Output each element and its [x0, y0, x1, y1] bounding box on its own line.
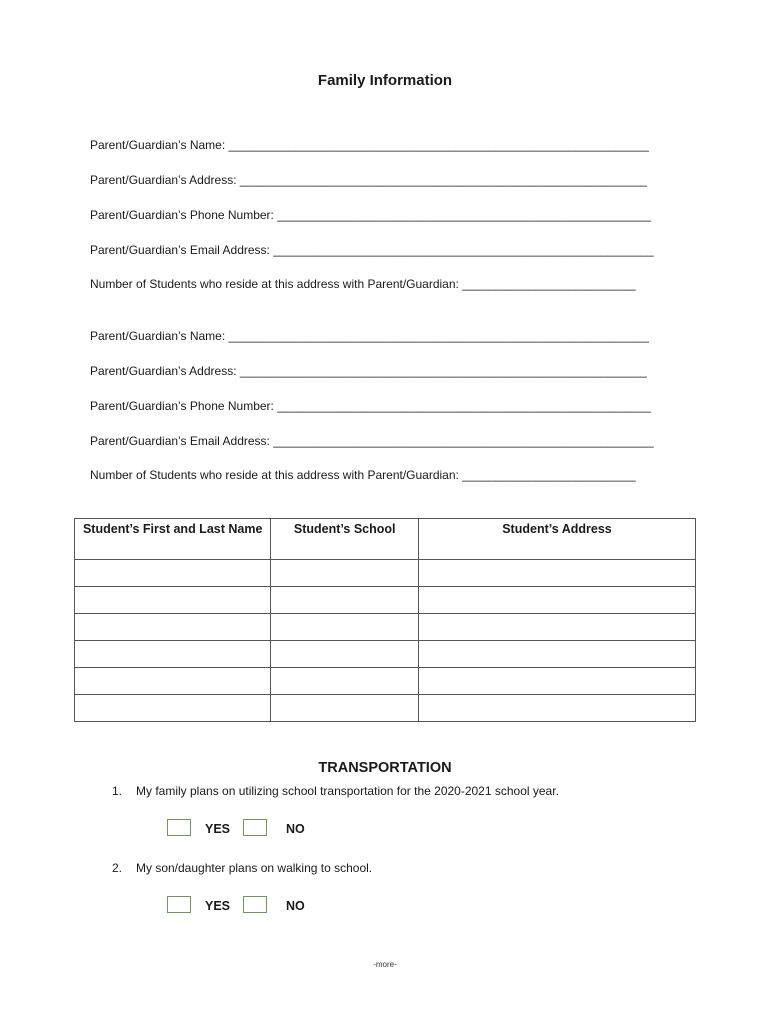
cell-address[interactable]: [418, 587, 695, 614]
table-row: [75, 587, 696, 614]
cell-address[interactable]: [418, 641, 695, 668]
guardian1-address-label: Parent/Guardian’s Address:: [90, 173, 237, 187]
footer-more: -more-: [373, 960, 397, 969]
cell-name[interactable]: [75, 587, 271, 614]
table-row: [75, 641, 696, 668]
table-header-row: [75, 519, 696, 560]
guardian1-name-field[interactable]: _______________________________________________________________: [228, 138, 649, 152]
guardian2-email-label: Parent/Guardian’s Email Address:: [90, 434, 270, 448]
students-table: [74, 518, 696, 722]
table-row: [75, 695, 696, 722]
q1-no-checkbox[interactable]: [243, 819, 267, 836]
guardian2-email-line[interactable]: [90, 434, 654, 448]
question-1-text: My family plans on utilizing school transportation for the 2020-2021 school year.: [136, 784, 559, 798]
guardian2-students-label: Number of Students who reside at this address with Parent/Guardian:: [90, 468, 459, 482]
page-title: Family Information: [317, 72, 453, 89]
cell-name[interactable]: [75, 641, 271, 668]
table-row: [75, 668, 696, 695]
cell-school[interactable]: [271, 614, 419, 641]
guardian1-address-field[interactable]: _____________________________________________________________: [239, 173, 647, 187]
guardian2-students-field[interactable]: __________________________: [462, 468, 636, 482]
q2-yes-label: YES: [205, 899, 231, 913]
guardian1-email-field[interactable]: _________________________________________________________: [273, 243, 654, 257]
guardian2-phone-field[interactable]: ________________________________________________________: [277, 399, 651, 413]
cell-name[interactable]: [75, 695, 271, 722]
cell-address[interactable]: [418, 614, 695, 641]
guardian1-students-label: Number of Students who reside at this address with Parent/Guardian:: [90, 277, 459, 291]
header-student-school: Student’s School: [271, 519, 419, 560]
table-row: [75, 614, 696, 641]
guardian2-email-field[interactable]: _________________________________________________________: [273, 434, 654, 448]
guardian1-students-field[interactable]: __________________________: [462, 277, 636, 291]
cell-address[interactable]: [418, 668, 695, 695]
cell-address[interactable]: [418, 695, 695, 722]
cell-address[interactable]: [418, 560, 695, 587]
header-student-name: Student’s First and Last Name: [75, 519, 271, 560]
cell-school[interactable]: [271, 587, 419, 614]
guardian1-phone-field[interactable]: ________________________________________________________: [277, 208, 651, 222]
guardian2-students-line[interactable]: [90, 468, 636, 482]
cell-school[interactable]: [271, 668, 419, 695]
guardian2-phone-line[interactable]: [90, 399, 651, 413]
q1-yes-label: YES: [205, 822, 231, 836]
guardian1-students-line[interactable]: [90, 277, 636, 291]
guardian2-address-line[interactable]: [90, 364, 647, 378]
q1-yes-checkbox[interactable]: [167, 819, 191, 836]
table-row: [75, 560, 696, 587]
header-student-address: Student’s Address: [418, 519, 695, 560]
transportation-title: TRANSPORTATION: [318, 760, 452, 776]
cell-school[interactable]: [271, 641, 419, 668]
question-1: [112, 784, 559, 798]
guardian1-phone-line[interactable]: [90, 208, 651, 222]
question-1-number: 1.: [112, 784, 123, 798]
question-2: [112, 861, 372, 875]
cell-school[interactable]: [271, 560, 419, 587]
question-2-text: My son/daughter plans on walking to school.: [136, 861, 373, 875]
guardian2-name-line[interactable]: [90, 329, 649, 343]
guardian1-email-line[interactable]: [90, 243, 654, 257]
q2-no-label: NO: [286, 899, 305, 913]
guardian2-address-field[interactable]: _____________________________________________________________: [239, 364, 647, 378]
q2-no-checkbox[interactable]: [243, 896, 267, 913]
q2-yes-checkbox[interactable]: [167, 896, 191, 913]
guardian2-phone-label: Parent/Guardian’s Phone Number:: [90, 399, 274, 413]
guardian1-email-label: Parent/Guardian’s Email Address:: [90, 243, 270, 257]
cell-name[interactable]: [75, 614, 271, 641]
guardian2-address-label: Parent/Guardian’s Address:: [90, 364, 237, 378]
cell-name[interactable]: [75, 560, 271, 587]
guardian1-name-label: Parent/Guardian’s Name:: [90, 138, 226, 152]
q1-no-label: NO: [286, 822, 305, 836]
guardian1-address-line[interactable]: [90, 173, 647, 187]
question-2-number: 2.: [112, 861, 123, 875]
guardian2-name-label: Parent/Guardian’s Name:: [90, 329, 226, 343]
guardian1-phone-label: Parent/Guardian’s Phone Number:: [90, 208, 274, 222]
cell-name[interactable]: [75, 668, 271, 695]
cell-school[interactable]: [271, 695, 419, 722]
guardian2-name-field[interactable]: _______________________________________________________________: [228, 329, 649, 343]
guardian1-name-line[interactable]: [90, 138, 649, 152]
